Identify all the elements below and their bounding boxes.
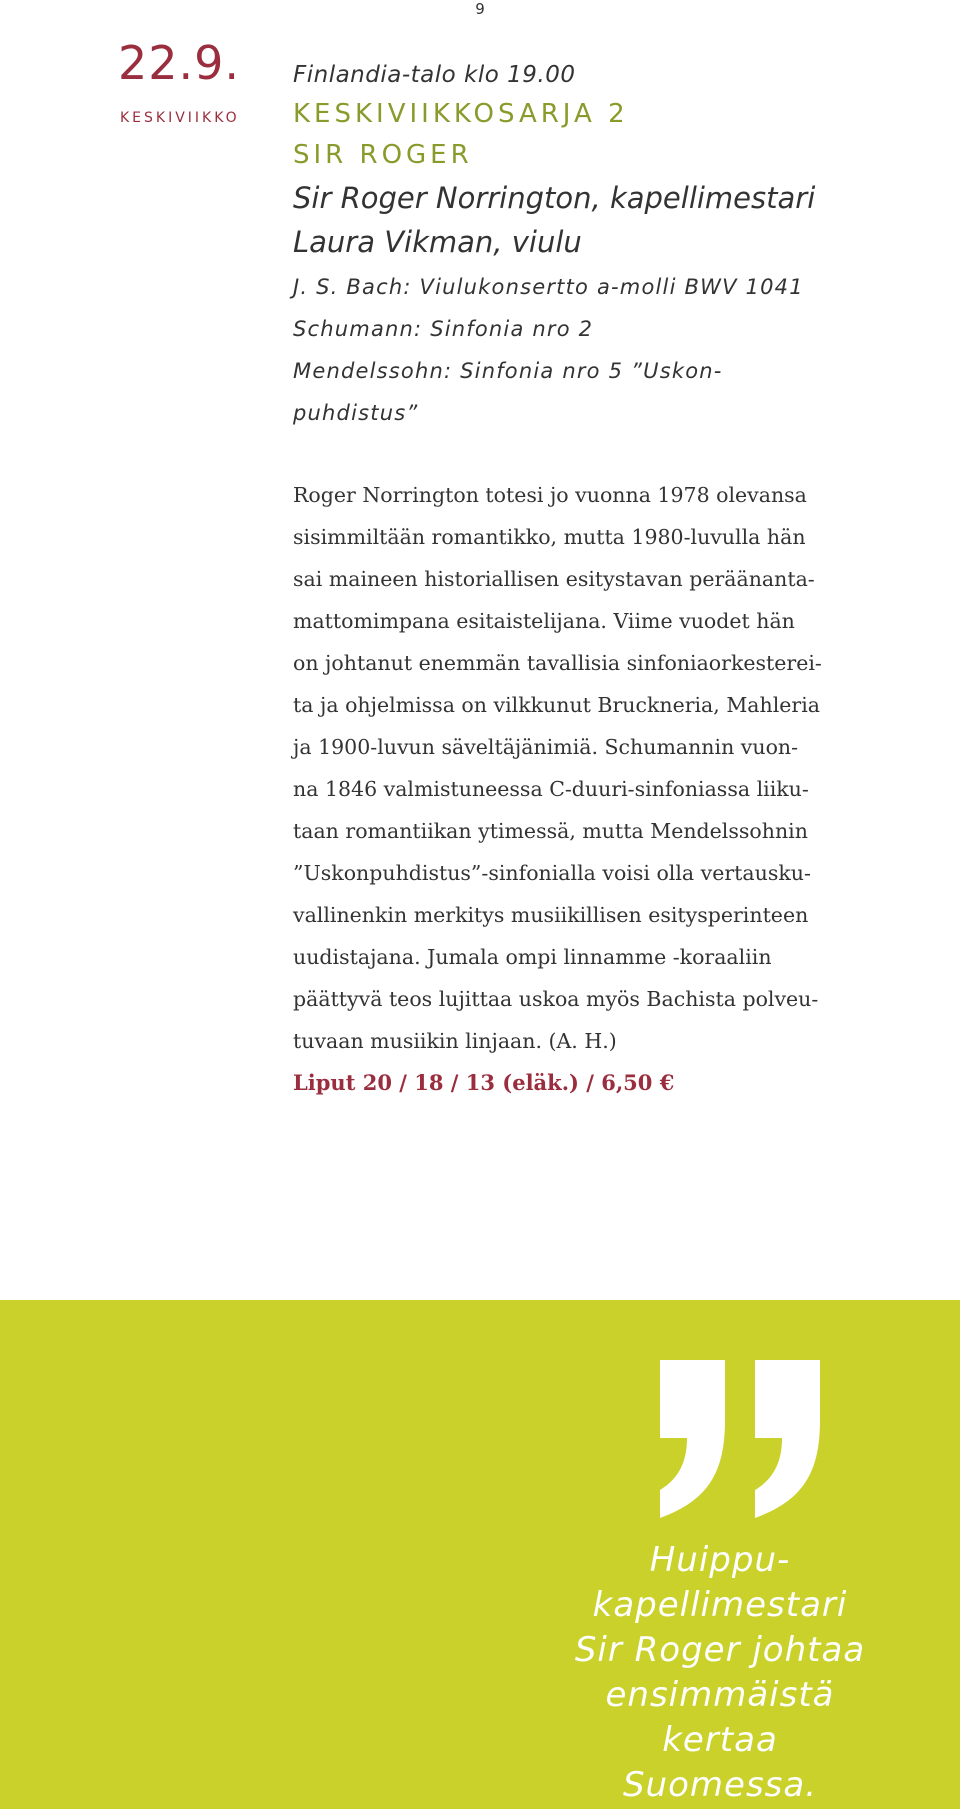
event-weekday: KESKIVIIKKO [120,110,240,126]
quote-line: Sir Roger johtaa [574,1630,866,1670]
page-number: 9 [475,0,485,18]
program-item: Mendelssohn: Sinfonia nro 5 ”Uskon- [293,359,723,383]
description-line: on johtanut enemmän tavallisia sinfoniaorkesterei- [293,651,822,675]
program-item: puhdistus” [293,401,419,425]
concert-series [293,94,893,176]
description-line: na 1846 valmistuneessa C-duuri-sinfoniassa liiku- [293,777,809,801]
quote-line: kapellimestari [592,1585,848,1625]
quote-line: Suomessa. [622,1765,818,1805]
pull-quote [560,1538,880,1808]
description-line: ta ja ohjelmissa on vilkkunut Bruckneria, Mahleria [293,693,820,717]
program-item: Schumann: Sinfonia nro 2 [293,317,594,341]
quote-panel [0,1300,960,1809]
performer-list [293,176,893,264]
quotation-mark-icon [655,1360,845,1520]
event-details [293,58,893,1104]
concert-title: SIR ROGER [293,140,473,170]
description-line: tuvaan musiikin linjaan. (A. H.) [293,1029,617,1053]
quote-line: kertaa [662,1720,778,1760]
description-line: sisimmiltään romantikko, mutta 1980-luvulla hän [293,525,806,549]
concert-description [293,474,873,1062]
series-name: KESKIVIIKKOSARJA 2 [293,99,629,129]
performer-soloist: Laura Vikman, viulu [293,225,582,259]
ticket-prices: Liput 20 / 18 / 13 (eläk.) / 6,50 € [293,1070,675,1095]
quote-line: ensimmäistä [605,1675,835,1715]
description-line: mattomimpana esitaistelijana. Viime vuodet hän [293,609,795,633]
performer-conductor: Sir Roger Norrington, kapellimestari [293,181,816,215]
description-line: ”Uskonpuhdistus”-sinfonialla voisi olla vertausku- [293,861,811,885]
quote-line: Huippu- [649,1540,791,1580]
description-line: vallinenkin merkitys musiikillisen esitysperinteen [293,903,809,927]
program-list [293,266,893,434]
description-line: Roger Norrington totesi jo vuonna 1978 olevansa [293,483,807,507]
description-line: päättyvä teos lujittaa uskoa myös Bachista polveu- [293,987,819,1011]
program-item: J. S. Bach: Viulukonsertto a-molli BWV 1041 [293,275,804,299]
description-line: sai maineen historiallisen esitystavan peräänanta- [293,567,815,591]
description-line: taan romantiikan ytimessä, mutta Mendelssohnin [293,819,808,843]
description-line: uudistajana. Jumala ompi linnamme -koraaliin [293,945,772,969]
event-date: 22.9. [118,36,241,90]
event-venue: Finlandia-talo klo 19.00 [293,62,576,88]
description-line: ja 1900-luvun säveltäjänimiä. Schumannin vuon- [293,735,799,759]
